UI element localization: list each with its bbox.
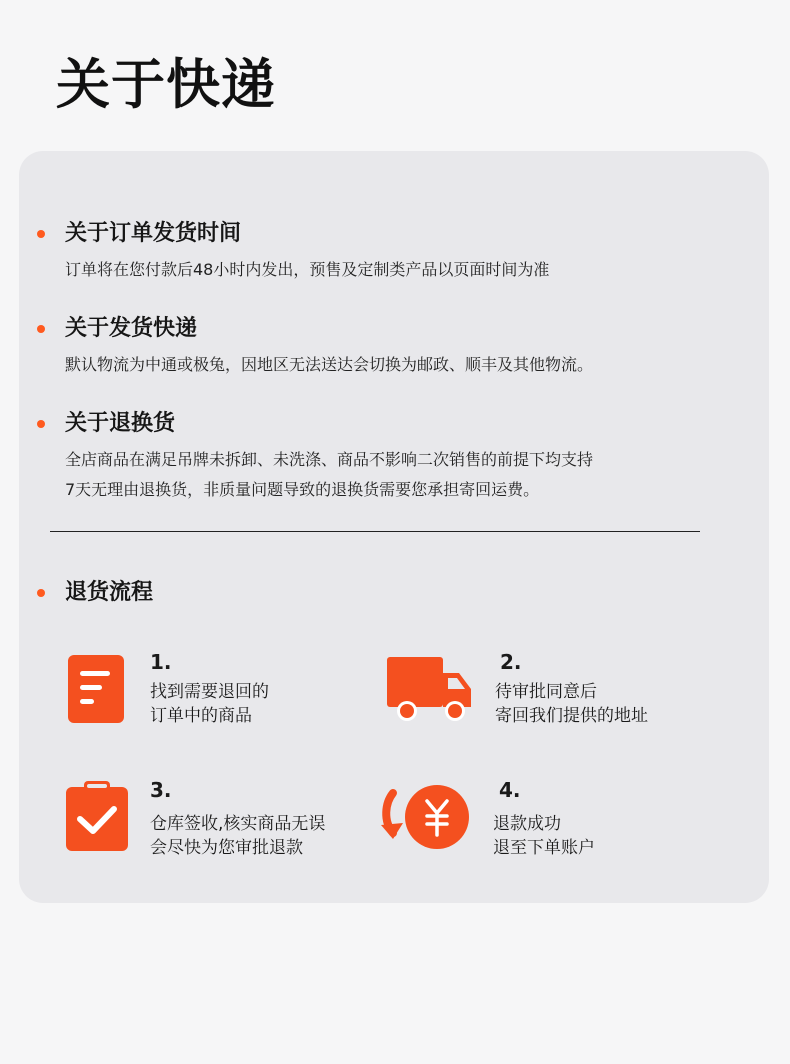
- section-heading: 关于发货快递: [65, 316, 198, 341]
- step-text-line1: 找到需要退回的: [150, 682, 269, 702]
- step-number: 3.: [150, 778, 172, 802]
- step-number: 2.: [500, 650, 522, 674]
- bullet-dot: [37, 589, 45, 597]
- info-card: [19, 151, 769, 903]
- bullet-dot: [37, 420, 45, 428]
- step-text-line1: 退款成功: [493, 814, 561, 834]
- section-heading: 退货流程: [65, 580, 154, 605]
- step-text-line2: 订单中的商品: [150, 706, 252, 726]
- step-text-line2: 会尽快为您审批退款: [150, 838, 303, 858]
- truck-icon: [385, 651, 475, 731]
- page-title: 关于快递: [56, 53, 276, 116]
- document-icon: [66, 651, 146, 731]
- bullet-dot: [37, 230, 45, 238]
- step-number: 4.: [499, 778, 521, 802]
- clipboard-check-icon: [66, 781, 146, 861]
- step-number: 1.: [150, 650, 172, 674]
- section-heading: 关于订单发货时间: [65, 221, 242, 246]
- step-text-line2: 退至下单账户: [493, 838, 595, 858]
- yuan-refund-icon: [379, 781, 475, 861]
- step-text-line1: 仓库签收,核实商品无误: [150, 814, 326, 834]
- step-text-line1: 待审批同意后: [495, 682, 597, 702]
- section-body: [65, 350, 705, 380]
- divider: [50, 531, 700, 532]
- section-body: [65, 445, 705, 505]
- section-heading: 关于退换货: [65, 411, 176, 436]
- section-body: [65, 255, 705, 285]
- section-line: 全店商品在满足吊牌未拆卸、未洗涤、商品不影响二次销售的前提下均支持: [65, 450, 594, 469]
- section-line: 7天无理由退换货，非质量问题导致的退换货需要您承担寄回运费。: [65, 480, 540, 499]
- section-line: 默认物流为中通或极兔，因地区无法送达会切换为邮政、顺丰及其他物流。: [65, 355, 594, 374]
- bullet-dot: [37, 325, 45, 333]
- step-text-line2: 寄回我们提供的地址: [495, 706, 648, 726]
- section-line: 订单将在您付款后48小时内发出，预售及定制类产品以页面时间为准: [65, 260, 550, 279]
